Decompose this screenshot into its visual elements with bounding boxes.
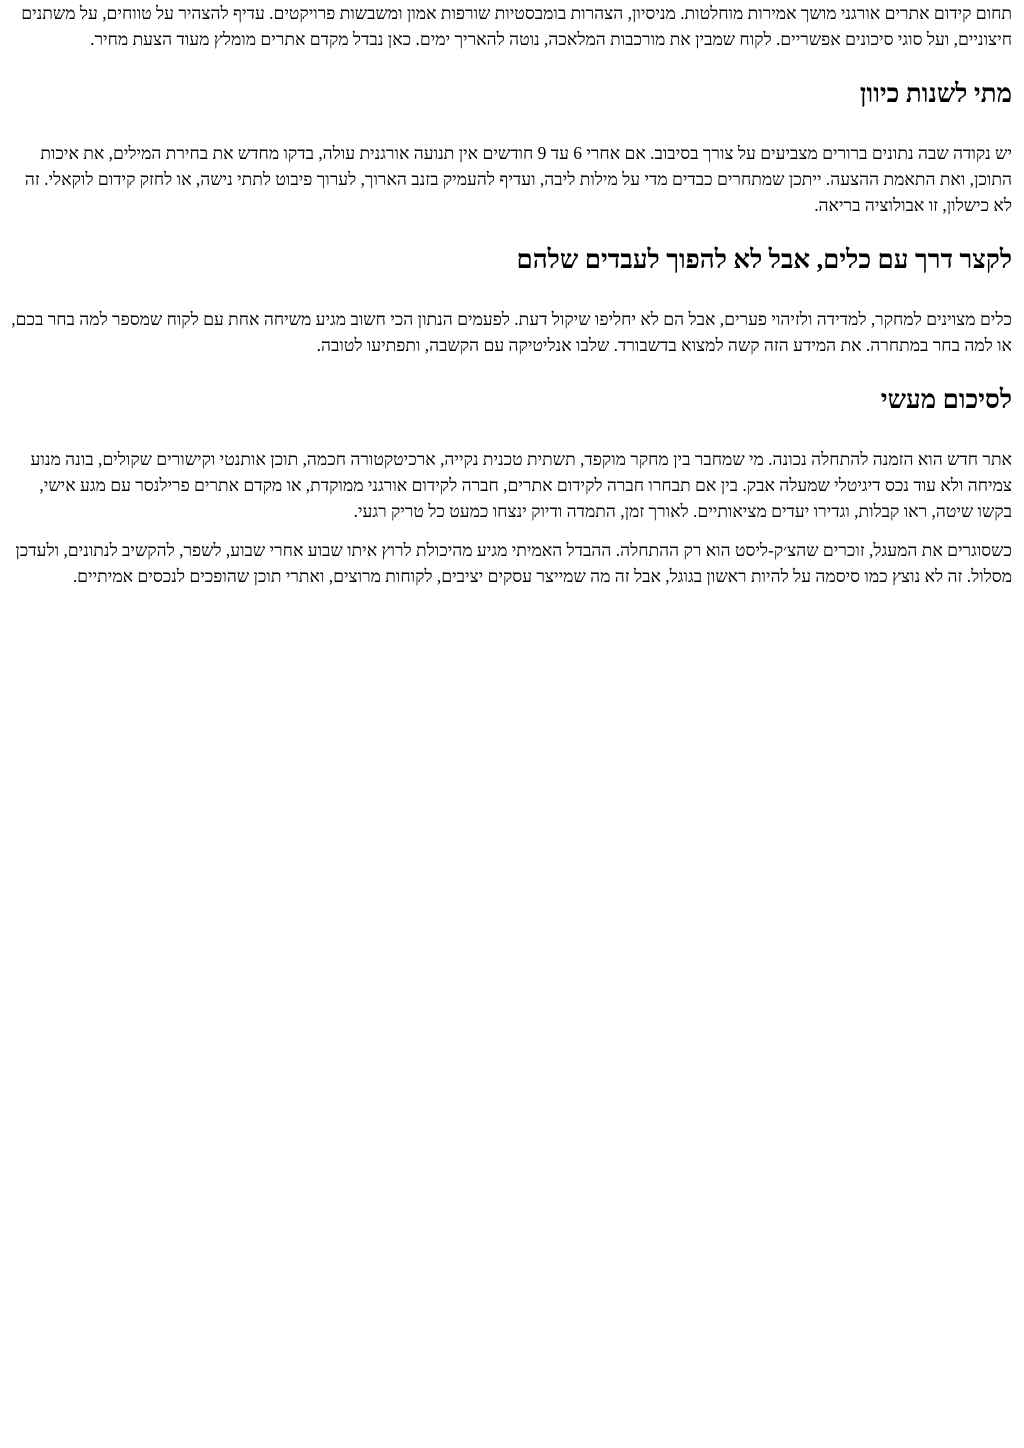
paragraph-tools: כלים מצוינים למחקר, למדידה ולזיהוי פערים, אבל הם לא יחליפו שיקול דעת. לפעמים הנתון הכי חשוב מגיע משיחה אחת עם לקוח שמספר למה בחר בכם, או למה בחר במתחרה. את המידע הזה קשה למצוא בדשבורד. שלבו אנליטיקה עם הקשבה, ותפתיעו לטובה. [11, 309, 1012, 355]
paragraph-summary-2: כשסוגרים את המעגל, זוכרים שהצ׳ק-ליסט הוא רק ההתחלה. ההבדל האמיתי מגיע מהיכולת לרוץ איתו שבוע אחרי שבוע, לשפר, להקשיב לנתונים, ולעדכן מסלול. זה לא נוצץ כמו סיסמה על להיות ראשון בגוגל, אבל זה מה שמייצר עסקים יציבים, לקוחות מרוצים, ואתרי תוכן שהופכים לנכסים אמיתיים. [15, 540, 1012, 586]
heading-change-direction: מתי לשנות כיוון [859, 79, 1012, 108]
paragraph-change-direction: יש נקודה שבה נתונים ברורים מצביעים על צורך בסיבוב. אם אחרי 6 עד 9 חודשים אין תנועה אורגנית עולה, בדקו מחדש את בחירת המילים, את איכות התוכן, ואת התאמת ההצעה. ייתכן שמתחרים כבדים מדי על מילות ליבה, ועדיף להעמיק בזנב הארוך, לערוך פיבוט לתתי נישה, או לחזק קידום לוקאלי. זה לא כישלון, זו אבולוציה בריאה. [24, 143, 1012, 215]
heading-summary: לסיכום מעשי [880, 385, 1012, 414]
paragraph-summary-1: אתר חדש הוא הזמנה להתחלה נכונה. מי שמחבר בין מחקר מוקפד, תשתית טכנית נקייה, ארכיטקטורה חכמה, תוכן אותנטי וקישורים שקולים, בונה מנוע צמיחה ולא עוד נכס דיגיטלי שמעלה אבק. בין אם תבחרו חברה לקידום אתרים, חברה לקידום אורגני ממוקדת, או מקדם אתרים פרילנסר עם מגע אישי, בקשו שיטה, ראו קבלות, וגדירו יעדים מציאותיים. לאורך זמן, התמדה ודיוק ינצחו כמעט כל טריק רגעי. [30, 449, 1012, 521]
heading-tools: לקצר דרך עם כלים, אבל לא להפוך לעבדים שלהם [516, 245, 1012, 274]
article-body [10, 0, 1012, 589]
paragraph-intro: תחום קידום אתרים אורגני מושך אמירות מוחלטות. מניסיון, הצהרות בומבסטיות שורפות אמון ומשבשות פרויקטים. עדיף להצהיר על טווחים, על משתנים חיצוניים, ועל סוגי סיכונים אפשריים. לקוח שמבין את מורכבות המלאכה, נוטה להאריך ימים. כאן נבדל מקדם אתרים מומלץ מעוד הצעת מחיר. [21, 3, 1012, 49]
